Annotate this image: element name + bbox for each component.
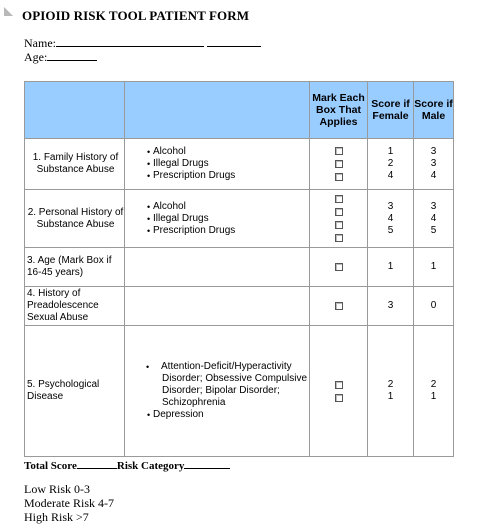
- risk-factor-label: 1. Family History of Substance Abuse: [25, 139, 125, 190]
- score-female-value: 3: [387, 300, 394, 311]
- score-female-value: 4: [387, 170, 394, 181]
- detail-item: • Alcohol: [153, 146, 309, 158]
- header-factor: [25, 82, 125, 139]
- mark-cell: [310, 287, 368, 326]
- detail-list: [125, 361, 309, 421]
- mark-cell: [310, 326, 368, 457]
- risk-level-legend: [24, 482, 114, 524]
- detail-list: [125, 201, 309, 237]
- score-female-value: 2: [387, 379, 394, 390]
- checkbox[interactable]: [335, 221, 343, 229]
- mark-cell: [310, 139, 368, 190]
- score-male-value: 1: [430, 391, 437, 402]
- detail-item: • Illegal Drugs: [153, 213, 309, 225]
- checkbox[interactable]: [335, 160, 343, 168]
- name-label: Name:: [24, 36, 56, 50]
- name-field: [24, 35, 261, 50]
- detail-item: • Attention-Deficit/Hyperactivity Disorder; Obsessive Compulsive Disorder; Bipolar Disorder; Schizophrenia: [153, 361, 309, 409]
- header-mark: Mark Each Box That Applies: [310, 82, 368, 139]
- score-female-cell: [368, 139, 414, 190]
- score-female-cell: [368, 248, 414, 287]
- table-row: [25, 326, 454, 457]
- score-male-value: 4: [430, 212, 437, 224]
- score-male-value: 0: [430, 300, 437, 311]
- header-score-female: Score if Female: [368, 82, 414, 139]
- checkbox[interactable]: [335, 394, 343, 402]
- risk-factor-details: [125, 287, 310, 326]
- score-female-value: 3: [387, 200, 394, 212]
- detail-item: • Depression: [153, 409, 309, 421]
- age-field: [24, 49, 97, 64]
- risk-factor-details: [125, 139, 310, 190]
- header-score-male: Score if Male: [414, 82, 454, 139]
- score-female-value: 2: [387, 158, 394, 169]
- score-male-value: 4: [430, 170, 437, 181]
- score-female-cell: [368, 287, 414, 326]
- table-row: [25, 190, 454, 248]
- table-row: [25, 139, 454, 190]
- checkbox[interactable]: [335, 147, 343, 155]
- age-blank[interactable]: [47, 49, 97, 61]
- score-female-value: 1: [387, 146, 394, 157]
- score-female-value: 1: [387, 261, 394, 272]
- score-male-value: 3: [430, 200, 437, 212]
- checkbox[interactable]: [335, 173, 343, 181]
- score-female-value: 5: [387, 224, 394, 236]
- risk-level-high: High Risk >7: [24, 510, 89, 524]
- checkbox[interactable]: [335, 302, 343, 310]
- score-male-cell: [414, 190, 454, 248]
- age-label: Age:: [24, 50, 48, 64]
- score-male-value: 2: [430, 379, 437, 390]
- score-male-cell: [414, 326, 454, 457]
- risk-factor-label: 3. Age (Mark Box if 16-45 years): [25, 248, 125, 287]
- risk-factor-details: [125, 326, 310, 457]
- mark-cell: [310, 248, 368, 287]
- score-male-cell: [414, 287, 454, 326]
- detail-item: • Prescription Drugs: [153, 225, 309, 237]
- score-female-cell: [368, 326, 414, 457]
- checkbox[interactable]: [335, 263, 343, 271]
- page-corner-marker: [4, 7, 13, 16]
- risk-level-low: Low Risk 0-3: [24, 482, 90, 496]
- score-male-value: 3: [430, 146, 437, 157]
- score-female-value: 4: [387, 212, 394, 224]
- risk-level-moderate: Moderate Risk 4-7: [24, 496, 114, 510]
- score-male-value: 3: [430, 158, 437, 169]
- detail-item: • Alcohol: [153, 201, 309, 213]
- header-detail: [125, 82, 310, 139]
- table-row: [25, 287, 454, 326]
- score-male-cell: [414, 248, 454, 287]
- form-title: OPIOID RISK TOOL PATIENT FORM: [22, 8, 250, 23]
- risk-category-label: Risk Category: [116, 460, 185, 472]
- risk-factor-details: [125, 190, 310, 248]
- mark-cell: [310, 190, 368, 248]
- risk-category-blank[interactable]: [184, 457, 230, 469]
- detail-list: [125, 146, 309, 182]
- name-blank-2[interactable]: [207, 35, 261, 47]
- detail-item: • Illegal Drugs: [153, 158, 309, 170]
- total-score-line: [24, 457, 230, 472]
- checkbox[interactable]: [335, 381, 343, 389]
- risk-factor-label: 2. Personal History of Substance Abuse: [25, 190, 125, 248]
- score-male-cell: [414, 139, 454, 190]
- total-score-label: Total Score: [24, 460, 77, 472]
- score-female-cell: [368, 190, 414, 248]
- score-female-value: 1: [387, 391, 394, 402]
- checkbox[interactable]: [335, 195, 343, 203]
- risk-factor-label: 4. History of Preadolescence Sexual Abuse: [25, 287, 125, 326]
- risk-factor-details: [125, 248, 310, 287]
- table-header-row: [25, 82, 454, 139]
- checkbox[interactable]: [335, 208, 343, 216]
- checkbox[interactable]: [335, 234, 343, 242]
- risk-factor-label: 5. Psychological Disease: [25, 326, 125, 457]
- total-score-blank[interactable]: [77, 457, 117, 469]
- name-blank[interactable]: [56, 35, 204, 47]
- table-row: [25, 248, 454, 287]
- detail-item: • Prescription Drugs: [153, 170, 309, 182]
- risk-factor-table: [24, 81, 454, 457]
- score-male-value: 5: [430, 224, 437, 236]
- score-male-value: 1: [430, 261, 437, 272]
